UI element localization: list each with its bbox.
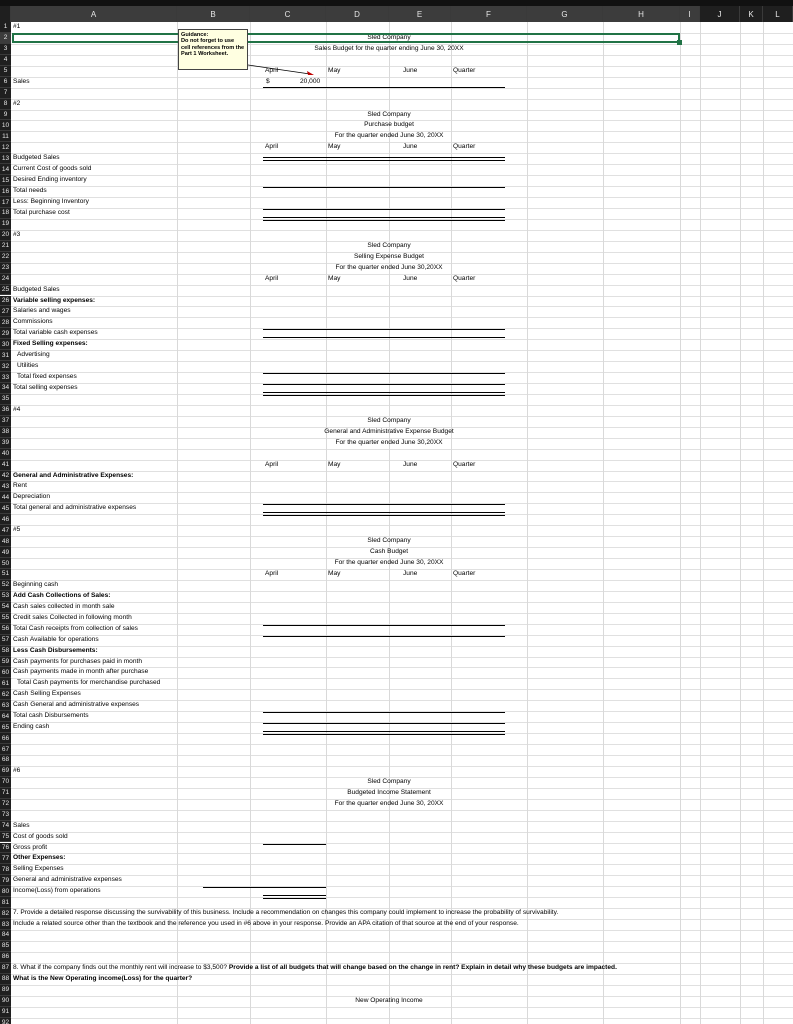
- cell-a80: Income(Loss) from operations: [13, 887, 101, 895]
- gridline-row: [11, 481, 793, 482]
- row-header-1[interactable]: 1: [0, 22, 11, 33]
- gridline-row: [11, 1007, 793, 1008]
- cell-a78: Selling Expenses: [13, 865, 64, 873]
- gridline-col: [527, 22, 528, 1024]
- cell-a27: Salaries and wages: [13, 307, 71, 315]
- row-header-27[interactable]: 27: [0, 306, 11, 317]
- row-header-66[interactable]: 66: [0, 733, 11, 744]
- row-header-61[interactable]: 61: [0, 678, 11, 689]
- cell-d5: May: [328, 66, 341, 74]
- row-header-8[interactable]: 8: [0, 99, 11, 110]
- gridline-row: [11, 361, 793, 362]
- gridline-row: [11, 164, 793, 165]
- cell-d12: May: [328, 143, 341, 151]
- cell-d24: May: [328, 274, 341, 282]
- cell-a53: Add Cash Collections of Sales:: [13, 591, 111, 599]
- gridline-row: [11, 230, 793, 231]
- column-header-g[interactable]: G: [527, 6, 603, 22]
- gridline-row: [11, 766, 793, 767]
- gridline-row: [11, 930, 793, 931]
- cell-a15: Desired Ending inventory: [13, 176, 87, 184]
- cell-a76: Gross profit: [13, 843, 48, 851]
- row-header-72[interactable]: 72: [0, 799, 11, 810]
- cell-a16: Total needs: [13, 187, 47, 195]
- column-header-c[interactable]: C: [250, 6, 326, 22]
- row-header-65[interactable]: 65: [0, 722, 11, 733]
- cell-a17: Less: Beginning Inventory: [13, 198, 89, 206]
- gridline-row: [11, 941, 793, 942]
- cell-a55: Credit sales Collected in following month: [13, 613, 132, 621]
- cell-a52: Beginning cash: [13, 580, 59, 588]
- cell-a28: Commissions: [13, 318, 53, 326]
- row-header-21[interactable]: 21: [0, 241, 11, 252]
- underline: [263, 187, 505, 188]
- underline: [263, 844, 326, 845]
- cell-c5: April: [265, 66, 279, 74]
- gridline-row: [11, 569, 793, 570]
- cell-a87: [13, 963, 617, 973]
- gridline-col: [680, 22, 681, 1024]
- cell-a77: Other Expenses:: [13, 854, 66, 862]
- gridline-row: [11, 810, 793, 811]
- row-header-13[interactable]: 13: [0, 153, 11, 164]
- row-header-19[interactable]: 19: [0, 219, 11, 230]
- row-header-82[interactable]: 82: [0, 908, 11, 919]
- gridline-col: [700, 22, 701, 1024]
- cell-d39: For the quarter ended June 30,20XX: [335, 438, 443, 446]
- cell-a1: #1: [13, 23, 21, 30]
- gridline-row: [11, 274, 793, 275]
- row-header-37[interactable]: 37: [0, 416, 11, 427]
- gridline-row: [11, 175, 793, 176]
- gridline-row: [11, 853, 793, 854]
- row-header-7[interactable]: 7: [0, 88, 11, 99]
- cell-a13: Budgeted Sales: [13, 154, 60, 162]
- cell-a47: #5: [13, 526, 21, 534]
- row-header-67[interactable]: 67: [0, 744, 11, 755]
- row-header-40[interactable]: 40: [0, 449, 11, 460]
- underline: [263, 337, 505, 338]
- cell-d48: Sled Company: [367, 537, 411, 545]
- gridline-col: [603, 22, 604, 1024]
- row-header-29[interactable]: 29: [0, 328, 11, 339]
- gridline-col: [451, 22, 452, 1024]
- gridline-row: [11, 843, 793, 844]
- gridline-row: [11, 449, 793, 450]
- cell-e24: June: [403, 274, 418, 282]
- cell-d3: Sales Budget for the quarter ending June 30, 20XX: [314, 44, 464, 52]
- row-header-69[interactable]: 69: [0, 766, 11, 777]
- row-header-36[interactable]: 36: [0, 405, 11, 416]
- row-header-58[interactable]: 58: [0, 646, 11, 657]
- row-header-71[interactable]: 71: [0, 788, 11, 799]
- gridline-col: [389, 22, 390, 1024]
- row-header-32[interactable]: 32: [0, 361, 11, 372]
- gridline-row: [11, 744, 793, 745]
- gridline-row: [11, 689, 793, 690]
- cell-a14: Current Cost of goods sold: [13, 165, 92, 173]
- gridline-row: [11, 306, 793, 307]
- gridline-row: [11, 460, 793, 461]
- row-header-24[interactable]: 24: [0, 274, 11, 285]
- row-header-11[interactable]: 11: [0, 131, 11, 142]
- row-header-5[interactable]: 5: [0, 66, 11, 77]
- cell-a26: Variable selling expenses:: [13, 296, 96, 304]
- gridline-row: [11, 755, 793, 756]
- row-header-26[interactable]: 26: [0, 296, 11, 307]
- cell-f12: Quarter: [453, 143, 476, 151]
- row-header-3[interactable]: 3: [0, 44, 11, 55]
- row-header-33[interactable]: 33: [0, 372, 11, 383]
- row-header-89[interactable]: 89: [0, 985, 11, 996]
- row-header-80[interactable]: 80: [0, 886, 11, 897]
- double-underline: [263, 157, 505, 161]
- underline: [263, 723, 505, 724]
- row-header-74[interactable]: 74: [0, 821, 11, 832]
- row-header-35[interactable]: 35: [0, 394, 11, 405]
- row-header-18[interactable]: 18: [0, 208, 11, 219]
- row-header-73[interactable]: 73: [0, 810, 11, 821]
- row-header-45[interactable]: 45: [0, 503, 11, 514]
- cell-d70: Sled Company: [367, 777, 411, 785]
- column-header-k[interactable]: K: [740, 6, 763, 22]
- gridline-row: [11, 285, 793, 286]
- cell-a34: Total selling expenses: [13, 384, 78, 392]
- cell-a32: Utilities: [17, 362, 39, 370]
- cell-a54: Cash sales collected in month sale: [13, 602, 115, 610]
- gridline-row: [11, 875, 793, 876]
- comment-body: Do not forget to use cell references from the Part 1 Worksheet.: [181, 38, 245, 57]
- gridline-row: [11, 197, 793, 198]
- row-header-43[interactable]: 43: [0, 481, 11, 492]
- row-header-39[interactable]: 39: [0, 438, 11, 449]
- underline: [263, 625, 505, 626]
- row-header-78[interactable]: 78: [0, 864, 11, 875]
- row-header-75[interactable]: 75: [0, 832, 11, 843]
- row-header-59[interactable]: 59: [0, 657, 11, 668]
- cell-d41: May: [328, 460, 341, 468]
- row-header-81[interactable]: 81: [0, 897, 11, 908]
- row-header-47[interactable]: 47: [0, 525, 11, 536]
- cell-d21: Sled Company: [367, 241, 411, 249]
- row-header-70[interactable]: 70: [0, 777, 11, 788]
- underline: [203, 887, 326, 888]
- active-cell-selection[interactable]: [12, 33, 680, 43]
- row-header-57[interactable]: 57: [0, 635, 11, 646]
- row-header-9[interactable]: 9: [0, 110, 11, 121]
- double-underline: [263, 217, 505, 221]
- cell-f5: Quarter: [453, 66, 476, 74]
- row-header-14[interactable]: 14: [0, 164, 11, 175]
- cell-a6: Sales: [13, 77, 30, 85]
- cell-d2: Sled Company: [367, 33, 411, 41]
- gridline-row: [11, 821, 793, 822]
- cell-a31: Advertising: [17, 351, 50, 359]
- row-header-64[interactable]: 64: [0, 711, 11, 722]
- cell-a43: Rent: [13, 482, 27, 490]
- row-header-83[interactable]: 83: [0, 919, 11, 930]
- row-header-48[interactable]: 48: [0, 536, 11, 547]
- row-header-6[interactable]: 6: [0, 77, 11, 88]
- column-header-a[interactable]: A: [11, 6, 177, 22]
- cell-a56: Total Cash receipts from collection of sales: [13, 624, 138, 632]
- row-header-56[interactable]: 56: [0, 624, 11, 635]
- gridline-row: [11, 99, 793, 100]
- row-header-77[interactable]: 77: [0, 853, 11, 864]
- cell-a88: What is the New Operating income(Loss) for the quarter?: [13, 974, 193, 982]
- row-header-60[interactable]: 60: [0, 667, 11, 678]
- cell-a75: Cost of goods sold: [13, 832, 68, 840]
- underline: [263, 209, 505, 210]
- cell-a74: Sales: [13, 821, 30, 829]
- cell-d9: Sled Company: [367, 110, 411, 118]
- comment-title: Guidance:: [181, 32, 209, 38]
- cell-d37: Sled Company: [367, 416, 411, 424]
- column-header-i[interactable]: I: [680, 6, 700, 22]
- cell-a25: Budgeted Sales: [13, 285, 60, 293]
- column-header-b[interactable]: B: [177, 6, 250, 22]
- gridline-col: [740, 22, 741, 1024]
- cell-d72: For the quarter ended June 30, 20XX: [334, 799, 444, 807]
- underline: [263, 712, 505, 713]
- cell-d51: May: [328, 570, 341, 577]
- row-header-92[interactable]: 92: [0, 1018, 11, 1024]
- underline: [263, 636, 505, 637]
- cell-a18: Total purchase cost: [13, 208, 70, 216]
- row-header-90[interactable]: 90: [0, 996, 11, 1007]
- column-header-f[interactable]: F: [451, 6, 527, 22]
- cell-a30: Fixed Selling expenses:: [13, 340, 88, 348]
- underline: [263, 329, 505, 330]
- double-underline: [263, 392, 505, 396]
- underline: [263, 384, 505, 385]
- row-header-42[interactable]: 42: [0, 471, 11, 482]
- row-header-20[interactable]: 20: [0, 230, 11, 241]
- cell-text-bold: Provide a list of all budgets that will change based on the change in rent? Explain in detail why these budgets are impacted.: [228, 963, 617, 971]
- column-header-h[interactable]: H: [603, 6, 680, 22]
- comment-arrow: [248, 64, 314, 76]
- row-header-62[interactable]: 62: [0, 689, 11, 700]
- cell-a63: Cash General and administrative expenses: [13, 701, 140, 709]
- cell-a59: Cash payments for purchases paid in month: [13, 657, 143, 665]
- cell-d50: For the quarter ended June 30, 20XX: [334, 559, 444, 567]
- gridline-row: [11, 55, 793, 56]
- gridline-row: [11, 77, 793, 78]
- cell-a79: General and administrative expenses: [13, 876, 122, 884]
- cell-f51: Quarter: [453, 570, 476, 577]
- double-underline: [263, 731, 505, 735]
- gridline-row: [11, 580, 793, 581]
- gridline-row: [11, 153, 793, 154]
- cell-d10: Purchase budget: [364, 121, 414, 129]
- row-header-4[interactable]: 4: [0, 55, 11, 66]
- row-header-88[interactable]: 88: [0, 974, 11, 985]
- gridline-row: [11, 350, 793, 351]
- cell-f41: Quarter: [453, 460, 476, 468]
- gridline-row: [11, 405, 793, 406]
- row-header-44[interactable]: 44: [0, 492, 11, 503]
- cell-d23: For the quarter ended June 30,20XX: [335, 263, 443, 271]
- row-header-25[interactable]: 25: [0, 285, 11, 296]
- cell-f24: Quarter: [453, 274, 476, 282]
- gridline-row: [11, 492, 793, 493]
- cell-a69: #6: [13, 766, 21, 774]
- cell-a65: Ending cash: [13, 723, 50, 731]
- column-header-l[interactable]: L: [763, 6, 793, 22]
- cell-c24: April: [265, 274, 279, 282]
- cell-c6: $: [266, 77, 270, 85]
- row-header-54[interactable]: 54: [0, 602, 11, 613]
- cell-d71: Budgeted Income Statement: [347, 788, 431, 796]
- underline: [263, 87, 505, 88]
- row-header-2[interactable]: 2: [0, 33, 11, 44]
- gridline-row: [11, 525, 793, 526]
- gridline-row: [11, 602, 793, 603]
- row-header-63[interactable]: 63: [0, 700, 11, 711]
- gridline-row: [11, 1018, 793, 1019]
- cell-a42: General and Administrative Expenses:: [13, 471, 134, 479]
- cell-a64: Total cash Disbursements: [13, 712, 89, 720]
- cell-a62: Cash Selling Expenses: [13, 690, 81, 698]
- double-underline: [263, 512, 505, 516]
- gridline-row: [11, 339, 793, 340]
- cell-c6: 20,000: [300, 77, 321, 85]
- cell-a60: Cash payments made in month after purchase: [13, 668, 149, 676]
- gridline-col: [177, 22, 178, 1024]
- row-header-86[interactable]: 86: [0, 952, 11, 963]
- cell-a8: #2: [13, 99, 21, 107]
- row-header-23[interactable]: 23: [0, 263, 11, 274]
- row-header-91[interactable]: 91: [0, 1007, 11, 1018]
- cell-a61: Total Cash payments for merchandise purchased: [17, 679, 161, 687]
- column-header-d[interactable]: D: [326, 6, 389, 22]
- cell-a33: Total fixed expenses: [17, 373, 77, 381]
- cell-a36: #4: [13, 405, 21, 413]
- cell-a44: Depreciation: [13, 493, 51, 501]
- gridline-row: [11, 832, 793, 833]
- row-header-30[interactable]: 30: [0, 339, 11, 350]
- column-header-e[interactable]: E: [389, 6, 451, 22]
- gridline-row: [11, 591, 793, 592]
- underline: [263, 373, 505, 374]
- row-header-79[interactable]: 79: [0, 875, 11, 886]
- cell-e41: June: [403, 460, 418, 468]
- gridline-col: [763, 22, 764, 1024]
- cell-e12: June: [403, 143, 418, 151]
- row-header-76[interactable]: 76: [0, 843, 11, 854]
- cell-a83: Include a related source other than the textbook and the reference you used in #6 above in your response. Provide an APA citation of that source at the end of your response.: [13, 920, 519, 928]
- gridline-row: [11, 897, 793, 898]
- row-header-28[interactable]: 28: [0, 317, 11, 328]
- cell-d90: New Operating Income: [355, 996, 423, 1004]
- row-header-51[interactable]: 51: [0, 569, 11, 580]
- gridline-row: [11, 142, 793, 143]
- gridline-row: [11, 985, 793, 986]
- cell-comment[interactable]: [178, 29, 248, 70]
- cell-c41: April: [265, 460, 279, 468]
- row-header-52[interactable]: 52: [0, 580, 11, 591]
- row-header-17[interactable]: 17: [0, 197, 11, 208]
- gridline-col: [250, 22, 251, 1024]
- row-header-49[interactable]: 49: [0, 547, 11, 558]
- gridline-row: [11, 296, 793, 297]
- gridline-row: [11, 317, 793, 318]
- row-header-53[interactable]: 53: [0, 591, 11, 602]
- fill-handle[interactable]: [677, 40, 682, 45]
- row-header-16[interactable]: 16: [0, 186, 11, 197]
- cell-c51: April: [265, 570, 279, 577]
- cell-d49: Cash Budget: [369, 548, 409, 556]
- select-all-corner[interactable]: [0, 6, 11, 22]
- cell-d11: For the quarter ended June 30, 20XX: [334, 132, 444, 140]
- row-header-15[interactable]: 15: [0, 175, 11, 186]
- cell-d38: General and Administrative Expense Budget: [324, 427, 454, 435]
- cell-a45: Total general and administrative expenses: [13, 504, 137, 512]
- row-header-46[interactable]: 46: [0, 514, 11, 525]
- underline: [263, 504, 505, 505]
- row-header-34[interactable]: 34: [0, 383, 11, 394]
- cell-text: 8. What if the company finds out the monthly rent will increase to $3,500?: [13, 963, 229, 971]
- cell-e5: June: [403, 66, 418, 74]
- row-header-10[interactable]: 10: [0, 120, 11, 131]
- gridline-row: [11, 646, 793, 647]
- cell-a29: Total variable cash expenses: [13, 329, 98, 337]
- row-header-38[interactable]: 38: [0, 427, 11, 438]
- gridline-row: [11, 66, 793, 67]
- row-header-41[interactable]: 41: [0, 460, 11, 471]
- row-header-31[interactable]: 31: [0, 350, 11, 361]
- row-header-68[interactable]: 68: [0, 755, 11, 766]
- cell-d22: Selling Expense Budget: [353, 252, 425, 260]
- cell-a82: 7. Provide a detailed response discussing the survivability of this business. Include a recommendation on changes this company could implement to increase the probability of survivability.: [13, 909, 559, 917]
- row-header-85[interactable]: 85: [0, 941, 11, 952]
- row-header-50[interactable]: 50: [0, 558, 11, 569]
- column-header-j[interactable]: J: [700, 6, 740, 22]
- gridline-row: [11, 864, 793, 865]
- row-header-84[interactable]: 84: [0, 930, 11, 941]
- cell-a58: Less Cash Disbursements:: [13, 646, 98, 654]
- cell-a20: #3: [13, 230, 21, 238]
- row-header-12[interactable]: 12: [0, 142, 11, 153]
- gridline-row: [11, 952, 793, 953]
- double-underline: [263, 895, 326, 899]
- gridline-col: [326, 22, 327, 1024]
- row-header-87[interactable]: 87: [0, 963, 11, 974]
- gridline-row: [11, 886, 793, 887]
- cell-c12: April: [265, 143, 279, 151]
- cell-e51: June: [403, 570, 418, 577]
- row-header-55[interactable]: 55: [0, 613, 11, 624]
- cell-a57: Cash Available for operations: [13, 635, 99, 643]
- row-header-22[interactable]: 22: [0, 252, 11, 263]
